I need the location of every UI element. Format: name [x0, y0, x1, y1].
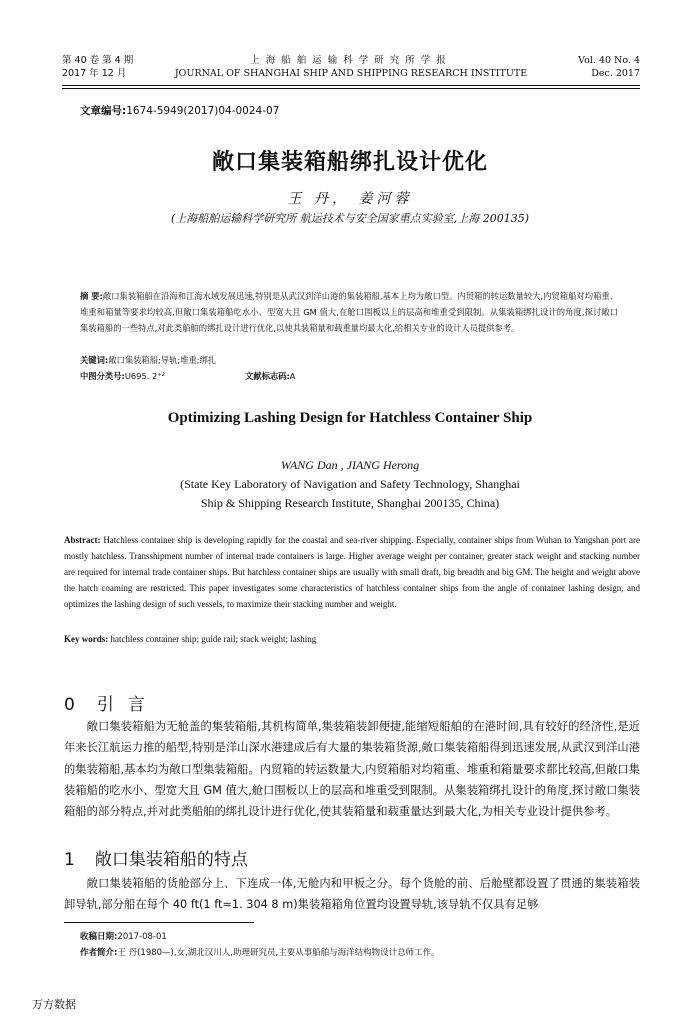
- paper-title-en: Optimizing Lashing Design for Hatchless Container Ship: [167, 410, 533, 426]
- header-rule-thin: [62, 88, 640, 89]
- received-value: 2017-08-01: [117, 932, 167, 942]
- affiliation-cn: (上海船舶运输科学研究所 航运技术与安全国家重点实验室,上海 200135): [170, 212, 530, 225]
- doc-code-label: 文献标志码:: [244, 371, 290, 381]
- paragraph: 敞口集装箱船的货舱部分上、下连成一体,无舱内和甲板之分。每个货舱的前、后舱壁都设置了贯通的集装箱装卸导轨,部分船在每个 40 ft(1 ft≈1. 304 8 m)集装箱箱角位置均设置导轨,该导轨不仅具有足够: [64, 877, 640, 912]
- section-heading-characteristics: [64, 845, 248, 870]
- header-rule-thick: [62, 85, 640, 86]
- keywords-en-text: hatchless container ship; guide rail; stack weight; lashing: [110, 634, 317, 644]
- paragraph: 敞口集装箱船为无舱盖的集装箱船,其机构简单,集装箱装卸便捷,能缩短船舶的在港时间,具有较好的经济性,是近年来长江航运力推的船型,特别是洋山深水港建成后有大量的集装箱货源,敞口集装箱船得到迅速发展,从武汉到洋山港的集装箱船,基本均为敞口型集装箱船。内贸箱的转运数量大,内贸箱船对均箱重、堆重和箱量要求都比较高,但敞口集装箱船的吃水小、型宽大且 GM 值大,舱口围板以上的层高和堆重受到限制。从集装箱绑扎设计的角度,探讨敞口集装箱船的部分特点,并对此类船舶的绑扎设计进行优化,使其装箱量和载重量达到最大化,为相关专业设计提供参考。: [64, 720, 640, 819]
- watermark: 万方数据: [32, 998, 76, 1011]
- section-title: 引言: [96, 695, 159, 715]
- journal-name-cn: 上海船舶运输科学研究所学报: [250, 55, 452, 66]
- abstract-cn: [80, 288, 618, 337]
- clc-value: U695. 2⁺²: [124, 371, 165, 381]
- section-title: 敞口集装箱船的特点: [94, 850, 248, 870]
- journal-name-en: JOURNAL OF SHANGHAI SHIP AND SHIPPING RESEARCH INSTITUTE: [174, 68, 528, 79]
- footnote-rule: [64, 922, 254, 923]
- keywords-en-label: Key words:: [64, 634, 109, 644]
- section-body-characteristics: [64, 873, 640, 916]
- issue-date-en: Dec. 2017: [591, 68, 640, 79]
- section-body-introduction: [64, 716, 640, 822]
- footnote-received-date: [80, 930, 640, 942]
- clc-label: 中图分类号:: [80, 371, 125, 381]
- paper-title-cn: 敞口集装箱船绑扎设计优化: [211, 150, 488, 175]
- doc-code-value: A: [289, 371, 296, 381]
- journal-header: [62, 54, 640, 84]
- article-number-label: 文章编号:: [80, 105, 127, 117]
- issue-info: [62, 54, 133, 80]
- issue-info-en: [578, 54, 640, 80]
- abstract-cn-label: 摘 要:: [80, 291, 103, 301]
- section-number: 0: [64, 695, 75, 715]
- issue-date: 2017 年 12 月: [62, 68, 127, 79]
- keywords-en: [64, 634, 640, 644]
- clc-number: [80, 371, 205, 381]
- keywords-cn-label: 关键词:: [80, 355, 109, 365]
- article-number: [80, 103, 279, 118]
- author-bio-text: 王 丹(1980—),女,湖北汉川人,助理研究员,主要从事船舶与海洋结构物设计总师工作。: [117, 948, 440, 958]
- affiliation-en-line2: Ship & Shipping Research Institute, Shanghai 200135, China): [200, 496, 500, 510]
- volume-issue-en: Vol. 40 No. 4: [578, 55, 640, 66]
- affiliation-en-line1: (State Key Laboratory of Navigation and Safety Technology, Shanghai: [180, 477, 520, 491]
- abstract-cn-text: 敞口集装箱船在沿海和江海水域发展迅速,特别是从武汉到洋山港的集装箱船,基本上均为敞口型。内贸箱的转运数量较大,内贸箱船对均箱重、堆重和箱量等要求均较高,但敞口集装箱船吃水小、型宽大且 GM 值大,在舱口围板以上的层高和堆重受到限制。从集装箱绑扎设计的角度,探讨敞口集装箱船的一些特点,对此类船舶的绑扎设计进行优化,以使其装箱量和载重量均最大化,给相关专业的设计人员提供参考。: [80, 291, 618, 334]
- keywords-cn: [80, 354, 618, 366]
- footnote-author-bio: [80, 946, 640, 958]
- abstract-en-text: Hatchless container ship is developing rapidly for the coastal and sea-river shipping. Especially, container ships from Wuhan to Yangshan port are mostly hatchless. Transshipment number of internal trade containers is large. Higher average weight per container, greater stack weight and stacking number are required for internal trade container ships. But hatchless container ships are usually with small draft, big breadth and big GM. The height and weight above the hatch coaming are restricted. This paper investigates some characteristics of hatchless container ships from the angle of container lashing design, and optimizes the lashing design of such vessels, to maximize their stacking number and weight.: [64, 535, 640, 610]
- section-number: 1: [64, 850, 75, 870]
- abstract-en-label: Abstract:: [64, 535, 101, 545]
- document-code: [245, 371, 336, 381]
- classification-line: [80, 370, 375, 382]
- abstract-en: [64, 532, 640, 612]
- volume-issue: 第 40 卷 第 4 期: [62, 55, 134, 66]
- authors-cn: 王 丹， 姜河蓉: [287, 191, 413, 207]
- section-heading-introduction: [64, 690, 159, 715]
- received-label: 收稿日期:: [80, 932, 118, 942]
- article-number-value: 1674-5949(2017)04-0024-07: [126, 105, 280, 117]
- journal-name: [172, 54, 530, 80]
- author-bio-label: 作者简介:: [80, 948, 118, 958]
- keywords-cn-text: 敞口集装箱船;导轨;堆重;绑扎: [108, 355, 217, 365]
- authors-en: WANG Dan , JIANG Herong: [280, 458, 420, 472]
